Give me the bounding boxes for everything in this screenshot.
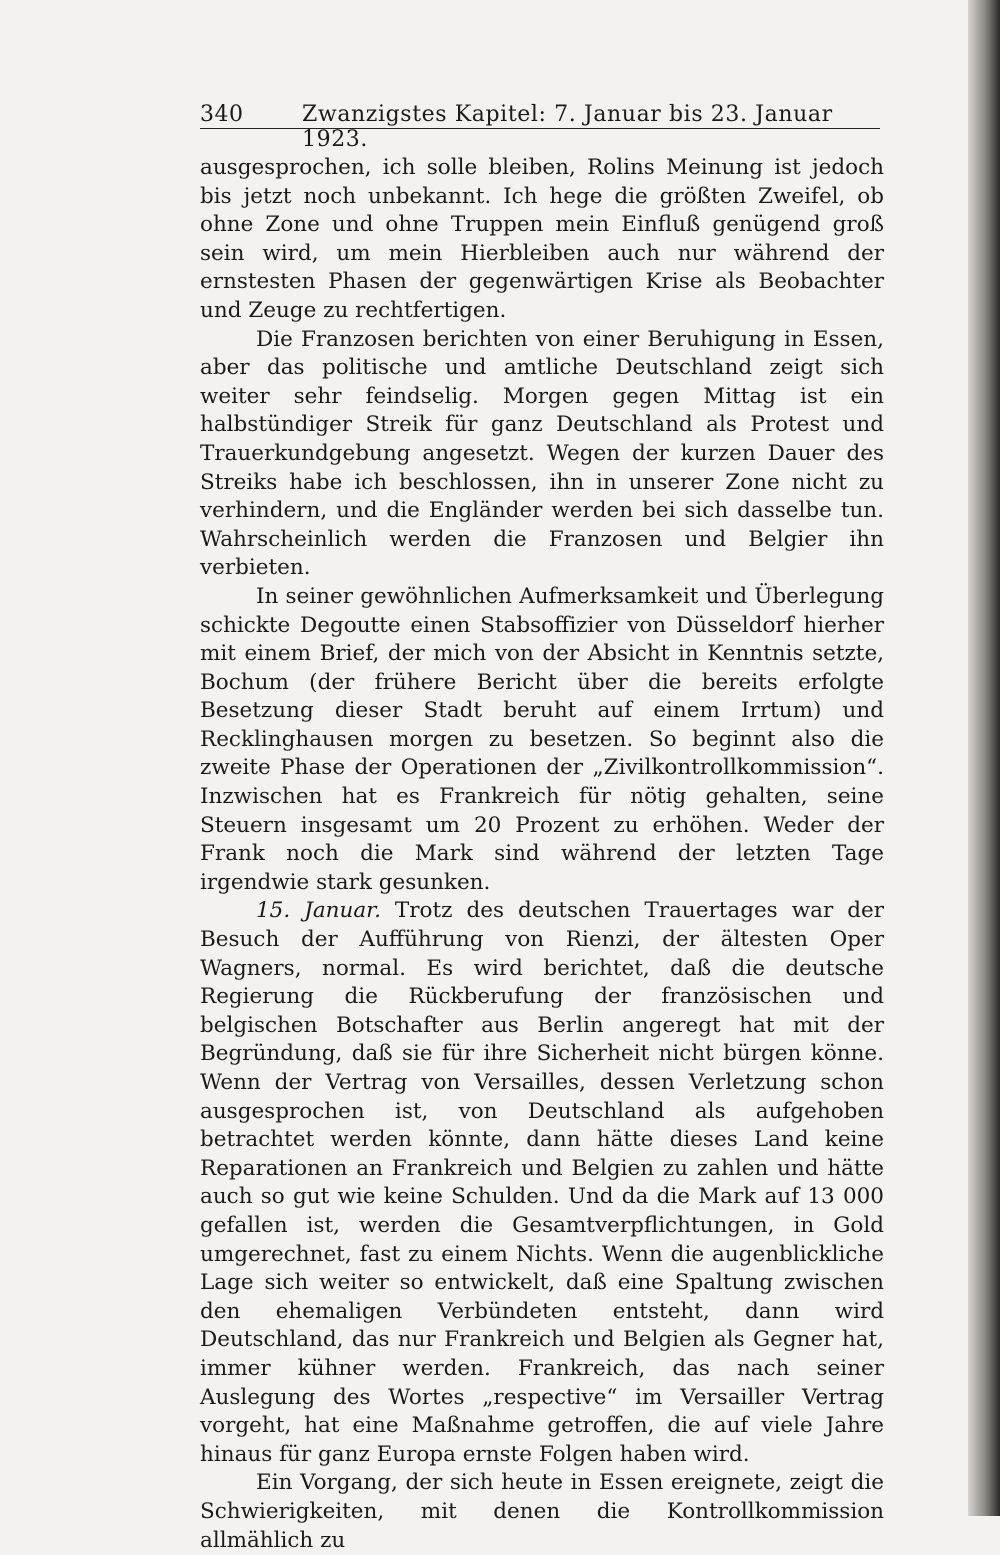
paragraph: Die Franzosen berichten von einer Beruhigung in Essen, aber das politische und amtliche Deutschland zeigt sich weiter sehr feindselig. Morgen gegen Mittag ist ein halbstündiger Streik für ganz Deutschland als Protest und Trauerkundgebung angesetzt. Wegen der kurzen Dauer des Streiks habe ich beschlossen, ihn in unserer Zone nicht zu verhindern, und die Engländer werden bei sich dasselbe tun. Wahrscheinlich werden die Franzosen und Belgier ihn verbieten. bbox=[200, 326, 884, 581]
entry-text: Trotz des deutschen Trauertages war der Besuch der Aufführung von Rienzi, der ältesten Oper Wagners, normal. Es wird berichtet, daß die deutsche Regierung die Rückberufung der französischen und belgischen Botschafter aus Berlin angeregt hat mit der Begründung, daß sie für ihre Sicherheit nicht bürgen könne. Wenn der Vertrag von Versailles, dessen Verletzung schon ausgesprochen ist, von Deutschland als aufgehoben betrachtet werden könnte, dann hätte dieses Land keine Reparationen an Frankreich und Belgien zu zahlen und hätte auch so gut wie keine Schulden. Und da die Mark auf 13 000 gefallen ist, werden die Gesamtverpflichtungen, in Gold umgerechnet, fast zu einem Nichts. Wenn die augenblickliche Lage sich weiter so entwickelt, daß eine Spaltung zwischen den ehemaligen Verbündeten entsteht, dann wird Deutschland, das nur Frankreich und Belgien als Gegner hat, immer kühner werden. Frankreich, das nach seiner Auslegung des Wortes „respective“ im Versailler Vertrag vorgeht, hat eine Maßnahme getroffen, die auf viele Jahre hinaus für ganz Europa ernste Folgen haben wird. bbox=[200, 898, 884, 1467]
dated-entry-paragraph bbox=[200, 897, 884, 1469]
paragraph-continued: ausgesprochen, ich solle bleiben, Rolins Meinung ist jedoch bis jetzt noch unbekannt. Ich hege die größten Zweifel, ob ohne Zone und ohne Truppen mein Einfluß genügend groß sein wird, um mein Hierbleiben auch nur während der ernstesten Phasen der gegenwärtigen Krise als Beobachter und Zeuge zu rechtfertigen. bbox=[200, 155, 884, 323]
paragraph-closing: Ein Vorgang, der sich heute in Essen ereignete, zeigt die Schwierigkeiten, mit denen die Kontrollkommission allmählich zu bbox=[200, 1470, 884, 1553]
chapter-title: Zwanzigstes Kapitel: 7. Januar bis 23. Januar 1923. bbox=[302, 102, 833, 152]
book-page-edge bbox=[968, 0, 1000, 1516]
page-number: 340 bbox=[200, 102, 244, 127]
header-rule bbox=[200, 128, 880, 129]
body-text bbox=[200, 154, 884, 1555]
running-header bbox=[200, 100, 880, 152]
entry-date: 15. Januar. bbox=[256, 898, 381, 924]
paragraph: In seiner gewöhnlichen Aufmerksamkeit und Überlegung schickte Degoutte einen Stabsoffizier von Düsseldorf hierher mit einem Brief, der mich von der Absicht in Kenntnis setzte, Bochum (der frühere Bericht über die bereits erfolgte Besetzung dieser Stadt beruht auf einem Irrtum) und Recklinghausen morgen zu besetzen. So beginnt also die zweite Phase der Operationen der „Zivilkontrollkommission“. Inzwischen hat es Frankreich für nötig gehalten, seine Steuern insgesamt um 20 Prozent zu erhöhen. Weder der Frank noch die Mark sind während der letzten Tage irgendwie stark gesunken. bbox=[200, 583, 884, 895]
